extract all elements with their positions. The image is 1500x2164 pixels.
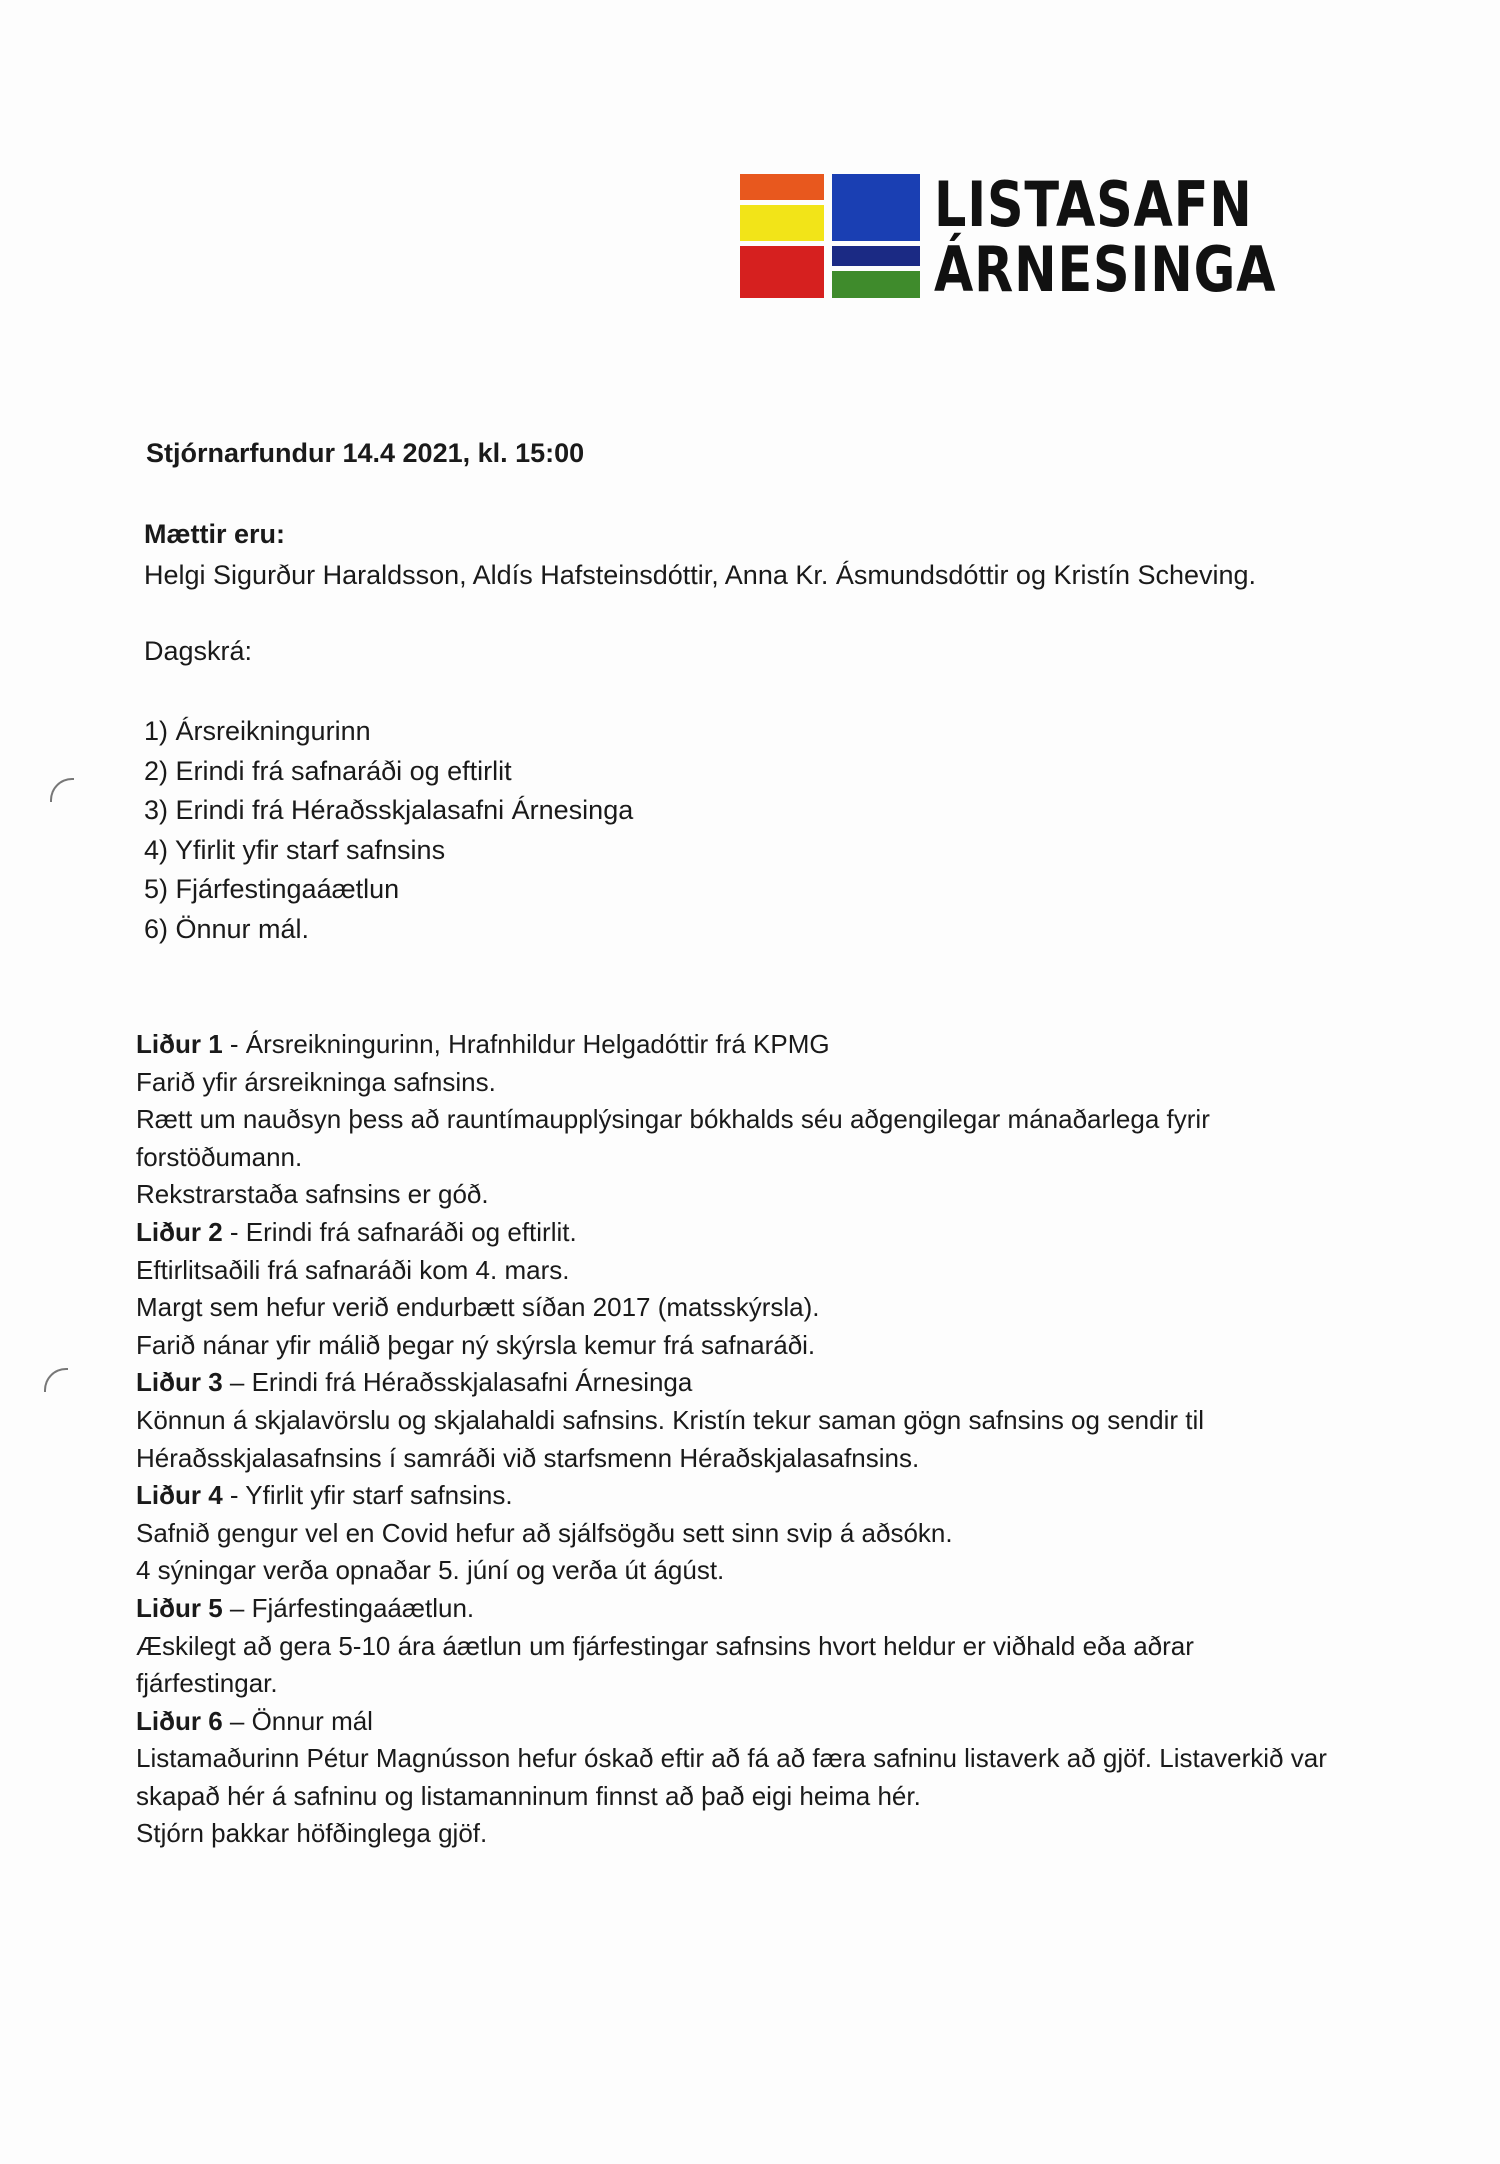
minutes-line: fjárfestingar. (136, 1668, 278, 1699)
minutes-line: Margt sem hefur verið endurbætt síðan 2017 (matsskýrsla). (136, 1292, 820, 1323)
minutes-line: Eftirlitsaðili frá safnaráði kom 4. mars. (136, 1254, 570, 1285)
scan-mark (50, 778, 74, 802)
logo-line-1: LISTASAFN (934, 168, 1253, 241)
minutes-line: Farið yfir ársreikninga safnsins. (136, 1066, 496, 1097)
item-title: - Ársreikningurinn, Hrafnhildur Helgadóttir frá KPMG (222, 1029, 830, 1059)
logo-color-blocks (740, 174, 920, 298)
minutes-item-1-heading (136, 1026, 1396, 1064)
agenda-item: 6) Önnur mál. (144, 913, 310, 944)
meeting-title: Stjórnarfundur 14.4 2021, kl. 15:00 (146, 438, 585, 468)
minutes-line: forstöðumann. (136, 1141, 303, 1172)
attendance-heading: Mættir eru: (144, 519, 285, 549)
attendance-names: Helgi Sigurður Haraldsson, Aldís Hafsteinsdóttir, Anna Kr. Ásmundsdóttir og Kristín Scheving. (144, 560, 1257, 590)
minutes-line: 4 sýningar verða opnaðar 5. júní og verða út ágúst. (136, 1555, 725, 1586)
item-title: – Fjárfestingaáætlun. (222, 1592, 475, 1623)
minutes-line: Stjórn þakkar höfðinglega gjöf. (136, 1818, 488, 1849)
minutes-line: Rekstrarstaða safnsins er góð. (136, 1179, 489, 1210)
logo-block-green (832, 271, 920, 298)
item-label: Liður 5 (136, 1592, 223, 1623)
item-label: Liður 2 (136, 1216, 223, 1247)
item-label: Liður 6 (136, 1705, 223, 1736)
meeting-minutes (136, 1026, 1396, 1853)
agenda-item: 5) Fjárfestingaáætlun (144, 874, 400, 904)
item-title: – Önnur mál (222, 1705, 373, 1736)
minutes-item-6-heading (136, 1703, 1396, 1741)
agenda-heading: Dagskrá: (144, 636, 253, 666)
logo-block-blue (832, 174, 920, 241)
logo-wordmark (934, 168, 1277, 306)
logo-block-orange (740, 174, 824, 200)
minutes-item-4-heading (136, 1477, 1396, 1515)
minutes-line: Könnun á skjalavörslu og skjalahaldi safnsins. Kristín tekur saman gögn safnsins og sendir til (136, 1404, 1205, 1435)
scan-mark (44, 1368, 68, 1392)
item-title: - Erindi frá safnaráði og eftirlit. (222, 1216, 577, 1247)
agenda-item: 3) Erindi frá Héraðsskjalasafni Árnesinga (144, 795, 634, 825)
minutes-line: Listamaðurinn Pétur Magnússon hefur óskað eftir að fá að færa safninu listaverk að gjöf. Listaverkið var (136, 1743, 1327, 1774)
logo-block-yellow (740, 205, 824, 241)
agenda-item: 2) Erindi frá safnaráði og eftirlit (144, 755, 512, 786)
logo-block-navy (832, 246, 920, 266)
minutes-line: skapað hér á safninu og listamanninum finnst að það eigi heima hér. (136, 1780, 921, 1811)
minutes-line: Rætt um nauðsyn þess að rauntímaupplýsingar bókhalds séu aðgengilegar mánaðarlega fyrir (136, 1104, 1210, 1135)
item-label: Liður 3 (136, 1367, 223, 1398)
museum-logo (740, 168, 1280, 306)
item-title: – Erindi frá Héraðsskjalasafni Árnesinga (222, 1367, 693, 1398)
minutes-item-3-heading (136, 1364, 1396, 1402)
agenda-item: 1) Ársreikningurinn (144, 716, 371, 746)
agenda-list (144, 712, 633, 949)
minutes-line: Æskilegt að gera 5-10 ára áætlun um fjárfestingar safnsins hvort heldur er viðhald eða aðrar (136, 1630, 1194, 1661)
item-label: Liður 1 (136, 1029, 223, 1059)
agenda-item: 4) Yfirlit yfir starf safnsins (144, 834, 446, 865)
minutes-item-5-heading (136, 1590, 1396, 1628)
logo-line-2: ÁRNESINGA (934, 233, 1277, 306)
minutes-line: Safnið gengur vel en Covid hefur að sjálfsögðu sett sinn svip á aðsókn. (136, 1517, 953, 1548)
minutes-item-2-heading (136, 1214, 1396, 1252)
minutes-line: Farið nánar yfir málið þegar ný skýrsla kemur frá safnaráði. (136, 1329, 816, 1360)
item-label: Liður 4 (136, 1480, 223, 1511)
item-title: - Yfirlit yfir starf safnsins. (222, 1480, 513, 1511)
logo-block-red (740, 246, 824, 298)
minutes-line: Héraðsskjalasafnsins í samráði við starfsmenn Héraðskjalasafnsins. (136, 1442, 920, 1473)
